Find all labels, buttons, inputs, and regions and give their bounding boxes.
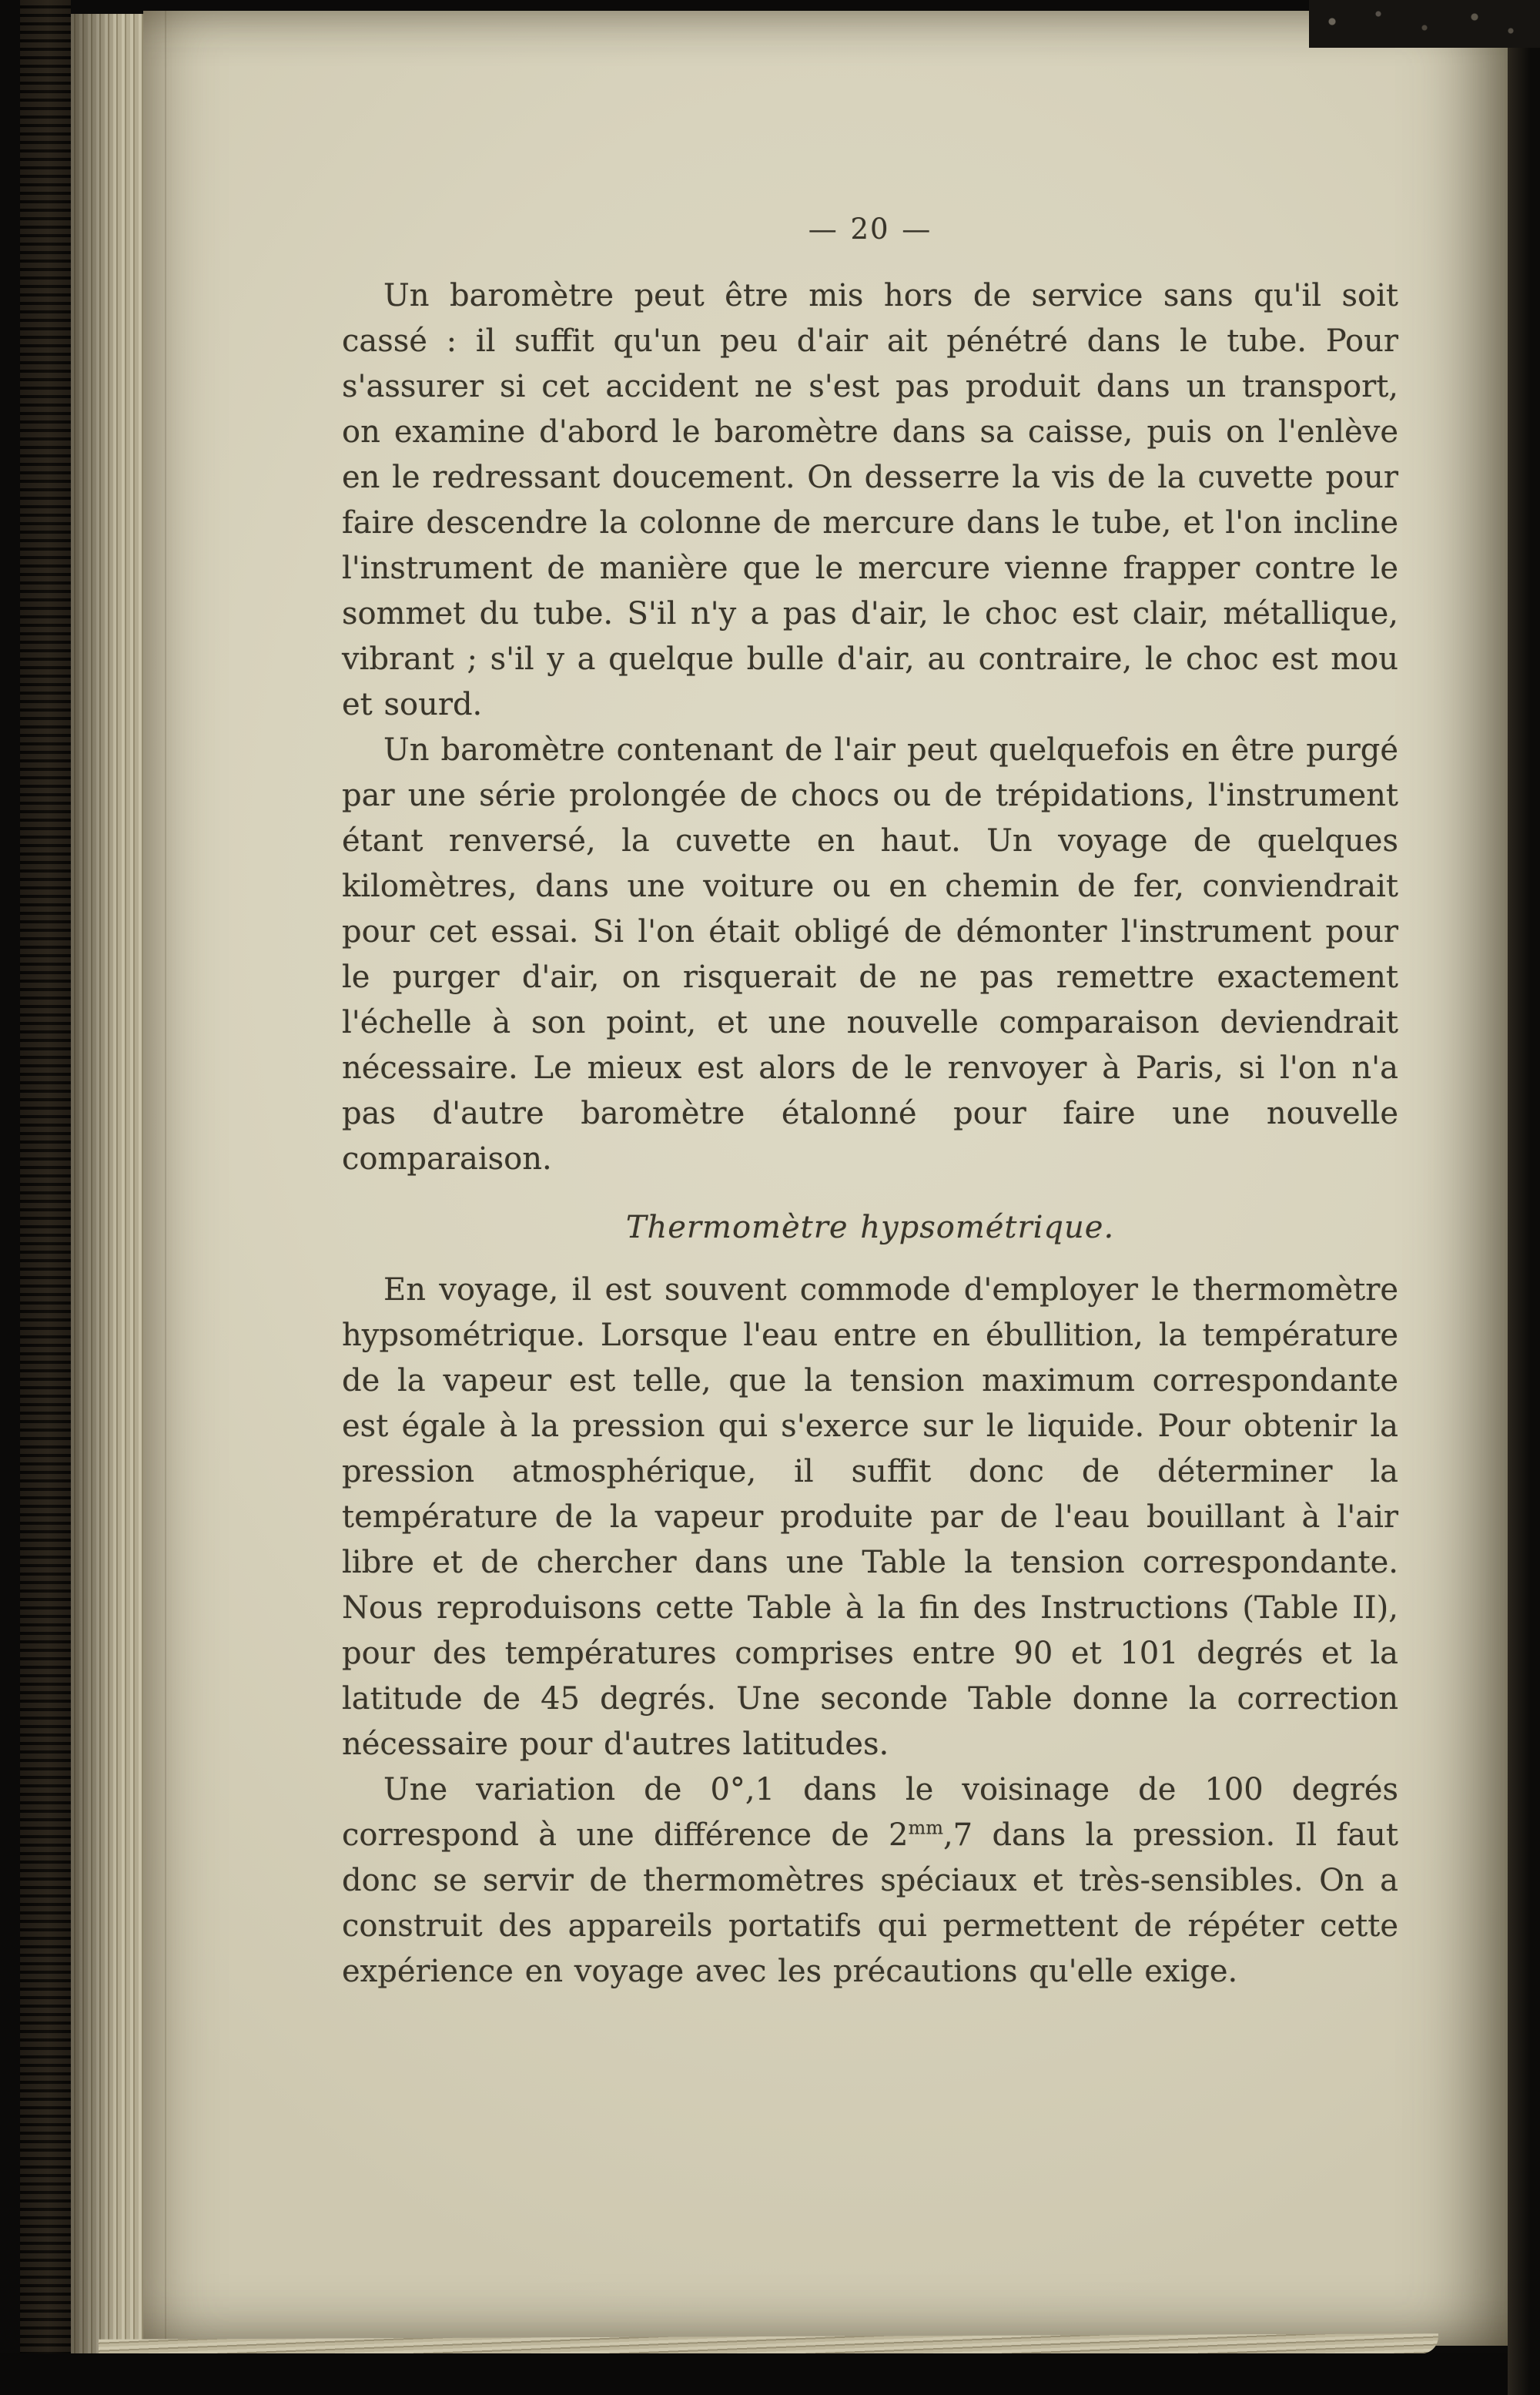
binding-corner	[1309, 0, 1540, 48]
paragraph-barometer-purge: Un baromètre contenant de l'air peut quelquefois en être purgé par une série prolongée de chocs ou de trépidations, l'instrument étant renversé, la cuvette en haut. Un voyage de quelques kilomètres, dans une voiture ou en chemin de fer, conviendrait pour cet essai. Si l'on était obligé de démonter l'instrument pour le purger d'air, on risquerait de ne pas remettre exactement l'échelle à son point, et une nouvelle comparaison deviendrait nécessaire. Le mieux est alors de le renvoyer à Paris, si l'on n'a pas d'autre baromètre étalonné pour faire une nouvelle comparaison.	[342, 732, 1398, 1177]
p4-lead: Une variation de 0°,1 dans le voisinage de 100 degrés correspond à une différence de 2	[342, 1772, 1398, 1853]
paragraph-barometer-air-check: Un baromètre peut être mis hors de service sans qu'il soit cassé : il suffit qu'un peu d'air ait pénétré dans le tube. Pour s'assurer si cet accident ne s'est pas produit dans un transport, on examine d'abord le baromètre dans sa caisse, puis on l'enlève en le redressant doucement. On desserre la vis de la cuvette pour faire descendre la colonne de mercure dans le tube, et l'on incline l'instrument de manière que le mercure vienne frapper contre le sommet du tube. S'il n'y a pas d'air, le choc est clair, métallique, vibrant ; s'il y a quelque bulle d'air, au contraire, le choc est mou et sourd.	[342, 278, 1398, 722]
page-edge-stack	[71, 14, 145, 2372]
paragraph-hypsometric-thermometer: En voyage, il est souvent commode d'employer le thermomètre hypsométrique. Lorsque l'eau entre en ébullition, la température de la vapeur est telle, que la tension maximum correspondante est égale à la pression qui s'exerce sur le liquide. Pour obtenir la pression atmosphérique, il suffit donc de déterminer la température de la vapeur produite par de l'eau bouillant à l'air libre et de chercher dans une Table la tension correspondante. Nous reproduisons cette Table à la fin des Instructions (Table II), pour des températures comprises entre 90 et 101 degrés et la latitude de 45 degrés. Une seconde Table donne la correction nécessaire pour d'autres latitudes.	[342, 1272, 1398, 1762]
scanner-background-right	[1508, 0, 1540, 2395]
page-number: — 20 —	[808, 213, 932, 246]
page-text	[342, 206, 1398, 1995]
p4-superscript-mm: mm	[908, 1817, 943, 1839]
section-heading: Thermomètre hypsométrique.	[625, 1210, 1115, 1245]
paragraph-temperature-variation	[342, 1767, 1398, 1995]
scanner-background-bottom	[0, 2353, 1540, 2395]
hinge-crease	[165, 11, 166, 2346]
p4-tail: ,7 dans la pression. Il faut donc se servir de thermomètres spéciaux et très-sensibles. On a construit des appareils portatifs qui permettent de répéter cette expérience en voyage avec les précautions qu'elle exige.	[342, 1817, 1398, 1989]
book-spine	[20, 0, 71, 2395]
